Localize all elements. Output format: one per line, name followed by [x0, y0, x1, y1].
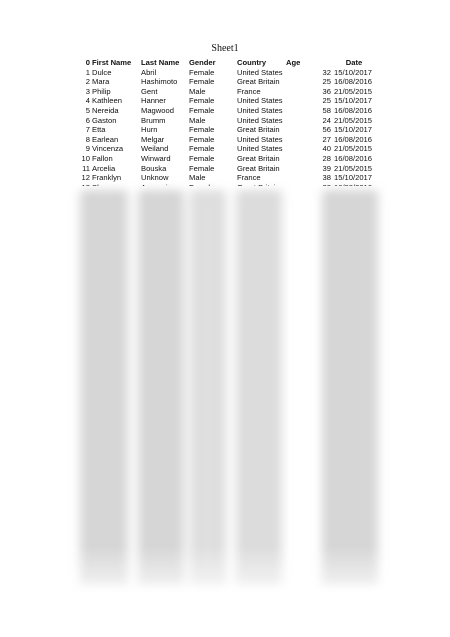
cell-date: 15/10/2017	[334, 173, 373, 183]
cell-index: 4	[85, 96, 90, 106]
cell-first-name: Mara	[92, 77, 110, 87]
visible-sheet-area	[0, 0, 450, 191]
table-row	[78, 68, 378, 78]
cell-age: 39	[322, 163, 331, 173]
cell-country: Great Britain	[237, 163, 280, 173]
cell-gender: Female	[189, 96, 215, 106]
cell-age: 56	[322, 125, 331, 135]
cell-last-name: Abril	[141, 67, 157, 77]
cell-first-name: Gaston	[92, 115, 117, 125]
cell-country: Great Britain	[237, 153, 280, 163]
cell-gender: Male	[189, 86, 206, 96]
cell-gender: Female	[189, 163, 215, 173]
cell-first-name: Earlean	[92, 134, 119, 144]
cell-first-name: Philip	[92, 86, 111, 96]
cell-date: 15/10/2017	[334, 67, 373, 77]
cell-index: 9	[85, 144, 90, 154]
cell-age: 27	[322, 134, 331, 144]
cell-first-name: Etta	[92, 125, 106, 135]
cell-gender: Female	[189, 67, 215, 77]
cell-last-name: Melgar	[141, 134, 165, 144]
cell-first-name: Franklyn	[92, 173, 122, 183]
cell-index: 1	[85, 67, 90, 77]
cell-date: 16/08/2016	[334, 134, 373, 144]
page-title: Sheet1	[211, 43, 239, 54]
cell-age: 25	[322, 77, 331, 87]
cell-age: 24	[322, 115, 331, 125]
header-date: Date	[345, 58, 363, 67]
cell-gender: Female	[189, 134, 215, 144]
cell-last-name: Weiland	[141, 144, 169, 154]
cell-date: 16/08/2016	[334, 77, 373, 87]
cell-date: 15/10/2017	[334, 96, 373, 106]
table-row	[78, 77, 378, 87]
cell-age: 25	[322, 96, 331, 106]
cell-first-name: Fallon	[92, 153, 113, 163]
table-row	[78, 144, 378, 154]
blurred-content	[70, 186, 390, 606]
cell-age: 36	[322, 86, 331, 96]
cell-country: United States	[237, 105, 283, 115]
table-row	[78, 96, 378, 106]
cell-gender: Female	[189, 125, 215, 135]
cell-country: United States	[237, 134, 283, 144]
cell-date: 21/05/2015	[334, 144, 373, 154]
cell-first-name: Dulce	[92, 67, 112, 77]
cell-country: United States	[237, 67, 283, 77]
cell-gender: Female	[189, 153, 215, 163]
cell-gender: Female	[189, 144, 215, 154]
cell-last-name: Gent	[141, 86, 158, 96]
cell-age: 28	[322, 153, 331, 163]
cell-country: United States	[237, 115, 283, 125]
table-row	[78, 125, 378, 135]
cell-date: 15/10/2017	[334, 125, 373, 135]
cell-country: United States	[237, 96, 283, 106]
cell-last-name: Hurn	[141, 125, 158, 135]
cell-last-name: Winward	[141, 153, 171, 163]
cell-age: 38	[322, 173, 331, 183]
cell-date: 21/05/2015	[334, 163, 373, 173]
header-age: Age	[286, 58, 301, 67]
cell-country: France	[237, 173, 261, 183]
header-country: Country	[237, 58, 267, 67]
table-row	[78, 106, 378, 116]
cell-first-name: Arcelia	[92, 163, 116, 173]
table-row	[78, 87, 378, 97]
cell-last-name: Brumm	[141, 115, 166, 125]
cell-country: United States	[237, 144, 283, 154]
cell-last-name: Hanner	[141, 96, 166, 106]
cell-gender: Female	[189, 77, 215, 87]
header-index: 0	[85, 58, 90, 67]
cell-index: 5	[85, 105, 90, 115]
cell-date: 21/05/2015	[334, 115, 373, 125]
cell-country: Great Britain	[237, 125, 280, 135]
cell-gender: Male	[189, 115, 206, 125]
cell-last-name: Magwood	[141, 105, 174, 115]
spreadsheet-table	[78, 58, 378, 191]
cell-index: 2	[85, 77, 90, 87]
cell-age: 40	[322, 144, 331, 154]
cell-index: 8	[85, 134, 90, 144]
cell-last-name: Unknow	[141, 173, 169, 183]
header-last-name: Last Name	[141, 58, 180, 67]
cell-last-name: Hashimoto	[141, 77, 178, 87]
cell-index: 7	[85, 125, 90, 135]
cell-index: 3	[85, 86, 90, 96]
cell-country: Great Britain	[237, 77, 280, 87]
cell-index: 11	[82, 163, 90, 173]
table-row	[78, 154, 378, 164]
cell-gender: Female	[189, 105, 215, 115]
cell-country: France	[237, 86, 261, 96]
cell-first-name: Vincenza	[92, 144, 124, 154]
header-first-name: First Name	[92, 58, 132, 67]
cell-first-name: Nereida	[92, 105, 119, 115]
cell-index: 12	[81, 173, 90, 183]
cell-date: 16/08/2016	[334, 105, 373, 115]
cell-date: 16/08/2016	[334, 153, 373, 163]
cell-age: 58	[322, 105, 331, 115]
table-body	[78, 68, 378, 191]
cell-date: 21/05/2015	[334, 86, 373, 96]
cell-gender: Male	[189, 173, 206, 183]
table-row	[78, 164, 378, 174]
table-row	[78, 116, 378, 126]
cell-last-name: Bouska	[141, 163, 167, 173]
cell-first-name: Kathleen	[92, 96, 122, 106]
cell-index: 6	[85, 115, 90, 125]
table-header-row	[78, 58, 378, 68]
table-row	[78, 135, 378, 145]
cell-age: 32	[322, 67, 331, 77]
header-gender: Gender	[189, 58, 216, 67]
table-row	[78, 173, 378, 183]
cell-index: 10	[81, 153, 90, 163]
